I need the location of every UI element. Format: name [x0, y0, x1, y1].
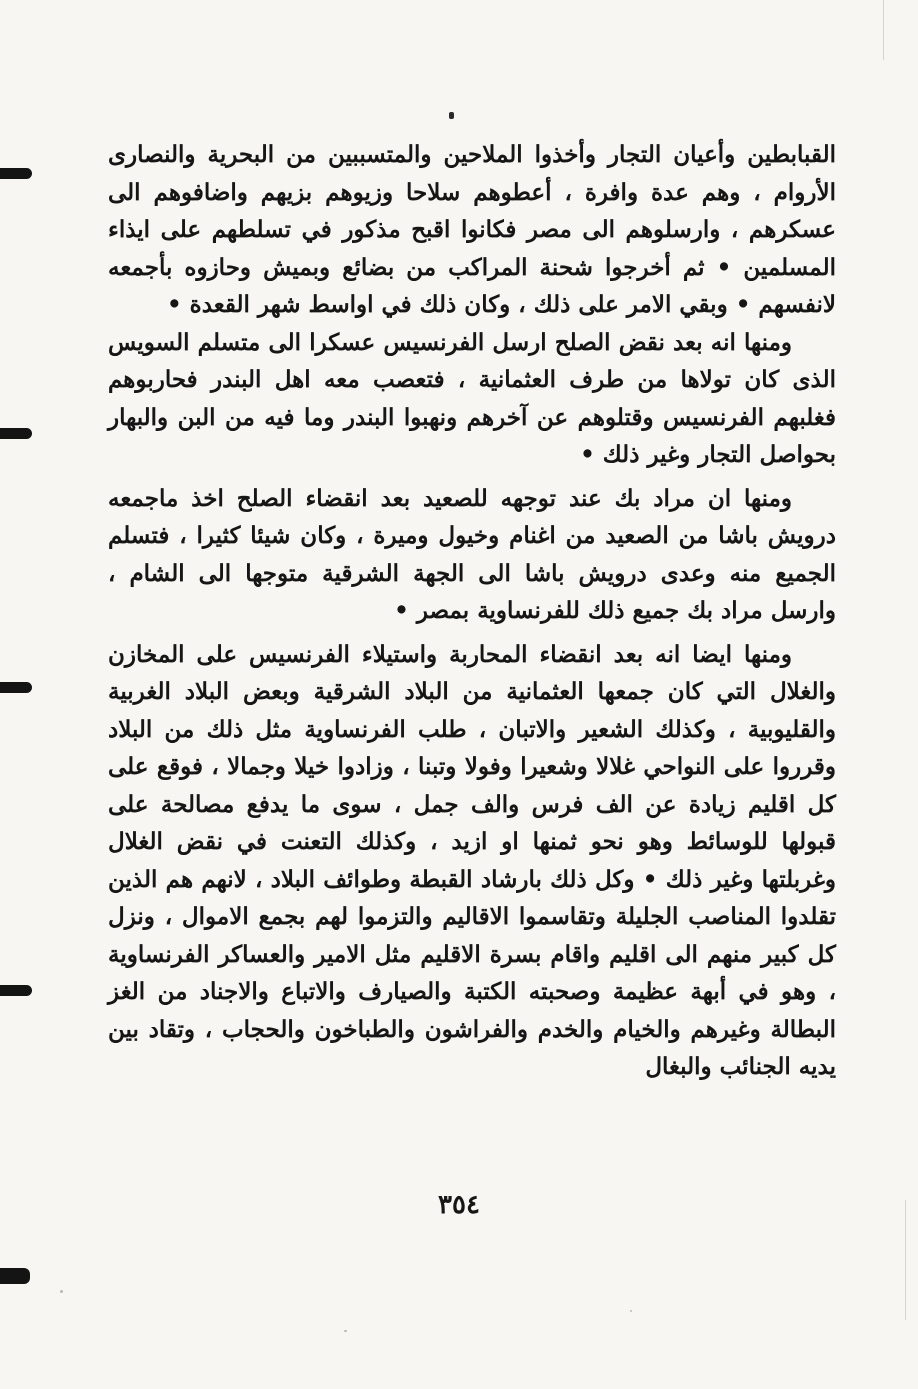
binding-mark: [0, 985, 32, 996]
binding-mark: [0, 168, 32, 179]
paper-scratch: [883, 0, 884, 60]
top-dot-mark: [449, 112, 454, 119]
binding-mark: [0, 428, 32, 439]
paragraph-2: ومنها انه بعد نقض الصلح ارسل الفرنسيس عسكرا الى متسلم السويس الذى كان تولاها من طرف العثمانية ، فتعصب معه اهل البندر فحاربوهم فغلبهم الفرنسيس وقتلوهم عن آخرهم ونهبوا البندر وما فيه من البن والبهار بحواصل التجار وغير ذلك •: [108, 328, 836, 468]
page-number: ٣٥٤: [438, 1190, 480, 1220]
paragraph-4: ومنها ايضا انه بعد انقضاء المحاربة واستيلاء الفرنسيس على المخازن والغلال التي كان جمعها العثمانية من البلاد الشرقية وبعض البلاد الغربية والقليوبية ، وكذلك الشعير والاتبان ، طلب الفرنساوية مثل ذلك من البلاد وقرروا على النواحي غلالا وشعيرا وفولا وتبنا ، وزادوا خيلا وجمالا ، فوقع على كل اقليم زيادة عن الف فرس والف جمل ، سوى ما يدفع مصالحة على قبولها للوسائط وهو نحو ثمنها او ازيد ، وكذلك التعنت في نقض الغلال وغربلتها وغير ذلك • وكل ذلك بارشاد القبطة وطوائف البلاد ، لانهم هم الذين تقلدوا المناصب الجليلة وتقاسموا الاقاليم والتزموا لهم بجمع الاموال ، ونزل كل كبير منهم الى اقليم واقام بسرة الاقليم مثل الامير والعساكر الفرنساوية ، وهو في أبهة عظيمة وصحبته الكتبة والصيارف والاتباع والاجناد من الغز البطالة وغيرهم والخيام والخدم والفراشون والطباخون والحجاب ، وتقاد بين يديه الجنائب والبغال: [108, 640, 836, 1080]
binding-mark: [0, 682, 32, 693]
binding-mark: [0, 1268, 30, 1284]
paper-speck: [344, 1330, 347, 1332]
paragraph-3: ومنها ان مراد بك عند توجهه للصعيد بعد انقضاء الصلح اخذ ماجمعه درويش باشا من الصعيد من اغنام وخيول وميرة ، وكان شيئا كثيرا ، فتسلم الجميع منه وعدى درويش باشا الى الجهة الشرقية متوجها الى الشام ، وارسل مراد بك جميع ذلك للفرنساوية بمصر •: [108, 484, 836, 624]
paper-speck: [630, 1310, 632, 1312]
paper-speck: [60, 1290, 63, 1293]
paragraph-1: القبابطين وأعيان التجار وأخذوا الملاحين والمتسببين من البحرية والنصارى الأروام ، وهم عدة وافرة ، أعطوهم سلاحا وزيوهم بزيهم واضافوهم الى عسكرهم ، وارسلوهم الى مصر فكانوا اقبح مذكور في تسلطهم على ايذاء المسلمين • ثم أخرجوا شحنة المراكب من بضائع وبميش وحازوه بأجمعه لانفسهم • وبقي الامر على ذلك ، وكان ذلك في اواسط شهر القعدة •: [108, 141, 836, 318]
body-text: [108, 136, 836, 1086]
